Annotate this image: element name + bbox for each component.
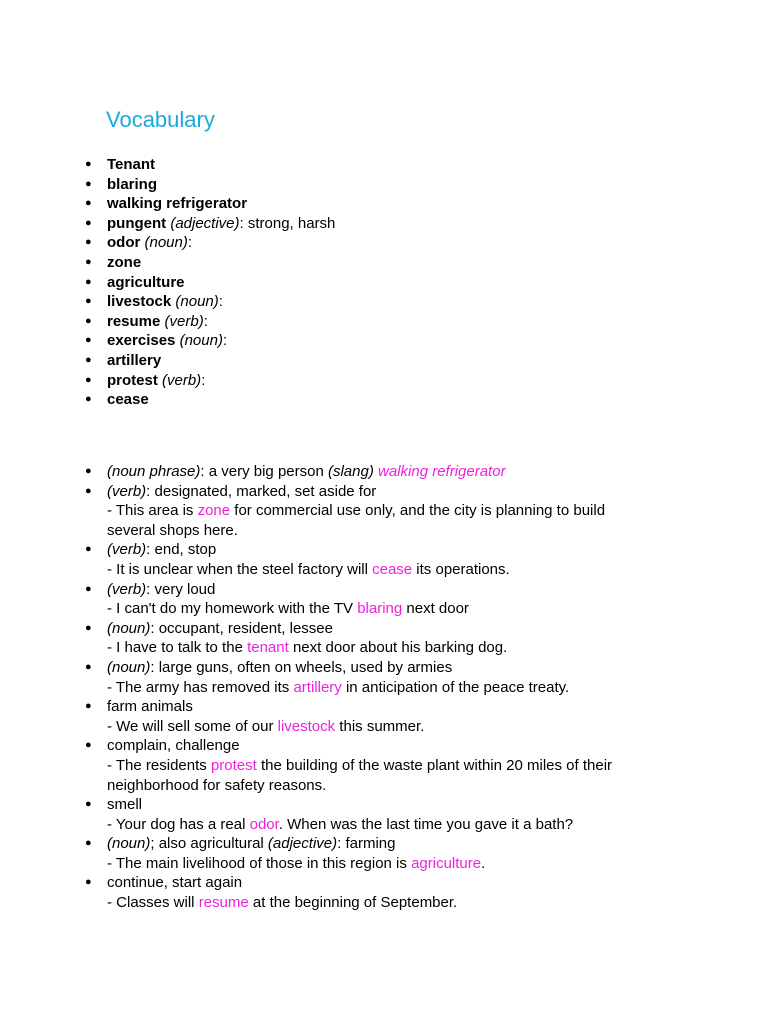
term-word: Tenant — [107, 156, 156, 173]
term-item — [0, 390, 335, 410]
bullet-icon: ● — [85, 660, 92, 673]
definition-item — [0, 658, 612, 697]
example-sentence — [107, 501, 612, 521]
definition-text: smell — [107, 796, 143, 814]
definition-text: : a very big person — [200, 463, 328, 480]
term-word: zone — [107, 253, 142, 271]
bullet-icon: ● — [85, 295, 92, 308]
term-item — [0, 351, 335, 371]
example-sentence — [107, 560, 612, 580]
example-prefix: - The residents — [107, 756, 211, 774]
example-highlight: artillery — [293, 678, 342, 696]
example-sentence — [107, 599, 612, 619]
example-suffix: its operations. — [412, 560, 510, 578]
example-highlight: livestock — [277, 717, 336, 735]
definition-line — [107, 873, 612, 893]
term-word: artillery — [107, 351, 162, 369]
example-prefix: - I have to talk to the — [107, 639, 248, 657]
term-pos: (verb) — [160, 312, 204, 330]
term-definition: : strong, harsh — [239, 214, 336, 232]
term-pos: (noun) — [140, 234, 188, 252]
bullet-icon: ● — [85, 353, 92, 366]
definition-item — [0, 462, 612, 482]
bullet-icon: ● — [85, 798, 92, 811]
definition-pos: (noun phrase) — [107, 463, 201, 480]
bullet-icon: ● — [85, 158, 92, 170]
example-suffix: next door about his barking dog. — [288, 639, 508, 657]
bullet-icon: ● — [85, 465, 92, 477]
term-definition: : — [187, 234, 193, 252]
example-continuation-text: neighborhood for safety reasons. — [107, 776, 327, 794]
example-highlight: tenant — [247, 639, 289, 657]
example-suffix: . — [481, 854, 486, 872]
terms-list — [0, 155, 335, 410]
definition-pos: (noun) — [107, 658, 151, 676]
example-highlight: cease — [372, 560, 413, 578]
example-prefix: - It is unclear when the steel factory will — [107, 560, 373, 578]
definition-item — [0, 619, 612, 658]
definition-line — [107, 462, 612, 482]
definition-item — [0, 795, 612, 834]
definition-tail: : farming — [337, 835, 396, 853]
term-item — [0, 371, 335, 391]
example-prefix: - The main livelihood of those in this region is — [107, 854, 412, 872]
definition-line — [107, 736, 612, 756]
term-item — [0, 292, 335, 312]
definition-pos: (verb) — [107, 580, 147, 598]
example-highlight: blaring — [357, 600, 403, 618]
definition-text: continue, start again — [107, 874, 243, 892]
example-suffix: in anticipation of the peace treaty. — [341, 678, 570, 696]
term-pos: (verb) — [157, 371, 202, 389]
example-suffix: for commercial use only, and the city is planning to build — [230, 502, 606, 520]
definition-line — [107, 658, 612, 678]
term-word: walking refrigerator — [107, 195, 248, 213]
definition-text: : designated, marked, set aside for — [146, 482, 377, 500]
term-word: livestock — [107, 293, 172, 311]
example-prefix: - We will sell some of our — [107, 717, 278, 735]
term-item — [0, 253, 335, 273]
definition-text: ; also agricultural — [150, 835, 268, 853]
term-definition: : — [201, 371, 206, 389]
example-continuation-text: several shops here. — [107, 521, 238, 539]
example-prefix: - The army has removed its — [107, 678, 294, 696]
definition-item — [0, 873, 612, 912]
example-suffix: at the beginning of September. — [248, 894, 458, 912]
example-highlight: odor — [249, 815, 279, 833]
definition-pos: (noun) — [107, 619, 151, 637]
bullet-icon: ● — [85, 255, 92, 268]
definition-item — [0, 736, 612, 795]
definition-text: farm animals — [107, 698, 193, 716]
definition-pos: (verb) — [107, 482, 147, 500]
bullet-icon: ● — [85, 334, 92, 347]
term-definition: : — [222, 332, 228, 350]
example-continuation — [107, 776, 612, 796]
definition-text: complain, challenge — [107, 737, 240, 755]
definition-pos: (verb) — [107, 541, 147, 559]
example-prefix: - Your dog has a real — [107, 815, 250, 833]
term-word: exercises — [107, 332, 176, 350]
bullet-icon: ● — [85, 621, 92, 634]
definition-item — [0, 834, 612, 873]
example-sentence — [107, 893, 612, 913]
definition-pos: (noun) — [107, 835, 151, 853]
example-suffix: . When was the last time you gave it a bath? — [278, 815, 574, 833]
bullet-icon: ● — [85, 700, 92, 713]
term-item — [0, 273, 335, 293]
term-definition: : — [218, 293, 223, 311]
example-sentence — [107, 678, 612, 698]
term-definition: : — [203, 312, 208, 330]
term-pos: (noun) — [171, 293, 219, 311]
definition-line — [107, 580, 612, 600]
bullet-icon: ● — [85, 314, 92, 327]
example-suffix: this summer. — [335, 717, 425, 735]
term-item — [0, 233, 335, 253]
term-word: blaring — [107, 175, 158, 193]
definition-item — [0, 540, 612, 579]
definition-line — [107, 697, 612, 717]
definition-item — [0, 580, 612, 619]
definition-text: : end, stop — [146, 541, 217, 559]
definitions-list — [0, 462, 612, 913]
example-sentence — [107, 815, 612, 835]
definition-text: : very loud — [146, 580, 216, 598]
term-word: odor — [107, 234, 141, 252]
bullet-icon: ● — [85, 543, 92, 556]
definition-line — [107, 834, 612, 854]
bullet-icon: ● — [85, 177, 92, 190]
example-suffix: next door — [402, 600, 469, 618]
term-word: protest — [107, 371, 158, 389]
definition-text: : occupant, resident, lessee — [150, 619, 333, 637]
definition-pos-secondary: (adjective) — [267, 835, 338, 853]
definition-line — [107, 619, 612, 639]
example-highlight: zone — [197, 502, 231, 520]
bullet-icon: ● — [85, 275, 92, 288]
bullet-icon: ● — [85, 373, 92, 386]
bullet-icon: ● — [85, 739, 92, 752]
term-item — [0, 194, 335, 214]
term-item — [0, 331, 335, 351]
term-item — [0, 312, 335, 332]
definition-line — [107, 482, 612, 502]
example-prefix: - Classes will — [107, 894, 199, 912]
example-highlight: agriculture — [411, 854, 482, 872]
example-continuation — [107, 521, 612, 541]
definition-item — [0, 697, 612, 736]
definition-line — [107, 540, 612, 560]
term-item — [0, 214, 335, 234]
term-word: resume — [107, 312, 161, 330]
term-pos: (adjective) — [166, 214, 240, 232]
example-sentence — [107, 717, 612, 737]
bullet-icon: ● — [85, 582, 92, 595]
bullet-icon: ● — [85, 393, 92, 406]
definition-line — [107, 795, 612, 815]
bullet-icon: ● — [85, 837, 92, 850]
example-sentence — [107, 854, 612, 874]
example-sentence — [107, 638, 612, 658]
term-word: agriculture — [107, 273, 185, 291]
definition-text: : large guns, often on wheels, used by armies — [150, 658, 453, 676]
bullet-icon: ● — [85, 876, 92, 889]
term-item — [0, 175, 335, 195]
page-title: Vocabulary — [106, 107, 215, 132]
bullet-icon: ● — [85, 236, 92, 249]
example-prefix: - I can't do my homework with the TV — [107, 600, 358, 618]
bullet-icon: ● — [85, 484, 92, 497]
definition-item — [0, 482, 612, 541]
term-word: cease — [107, 391, 149, 409]
example-prefix: - This area is — [107, 502, 198, 520]
definition-pos-secondary: (slang) — [327, 463, 379, 480]
term-item — [0, 155, 335, 175]
example-highlight: protest — [210, 756, 257, 774]
definition-highlight: walking refrigerator — [378, 463, 506, 480]
term-pos: (noun) — [175, 332, 223, 350]
bullet-icon: ● — [85, 197, 92, 210]
example-highlight: resume — [198, 894, 249, 912]
term-word: pungent — [107, 214, 167, 232]
example-suffix: the building of the waste plant within 20 miles of their — [256, 756, 613, 774]
bullet-icon: ● — [85, 216, 92, 229]
example-sentence — [107, 756, 612, 776]
